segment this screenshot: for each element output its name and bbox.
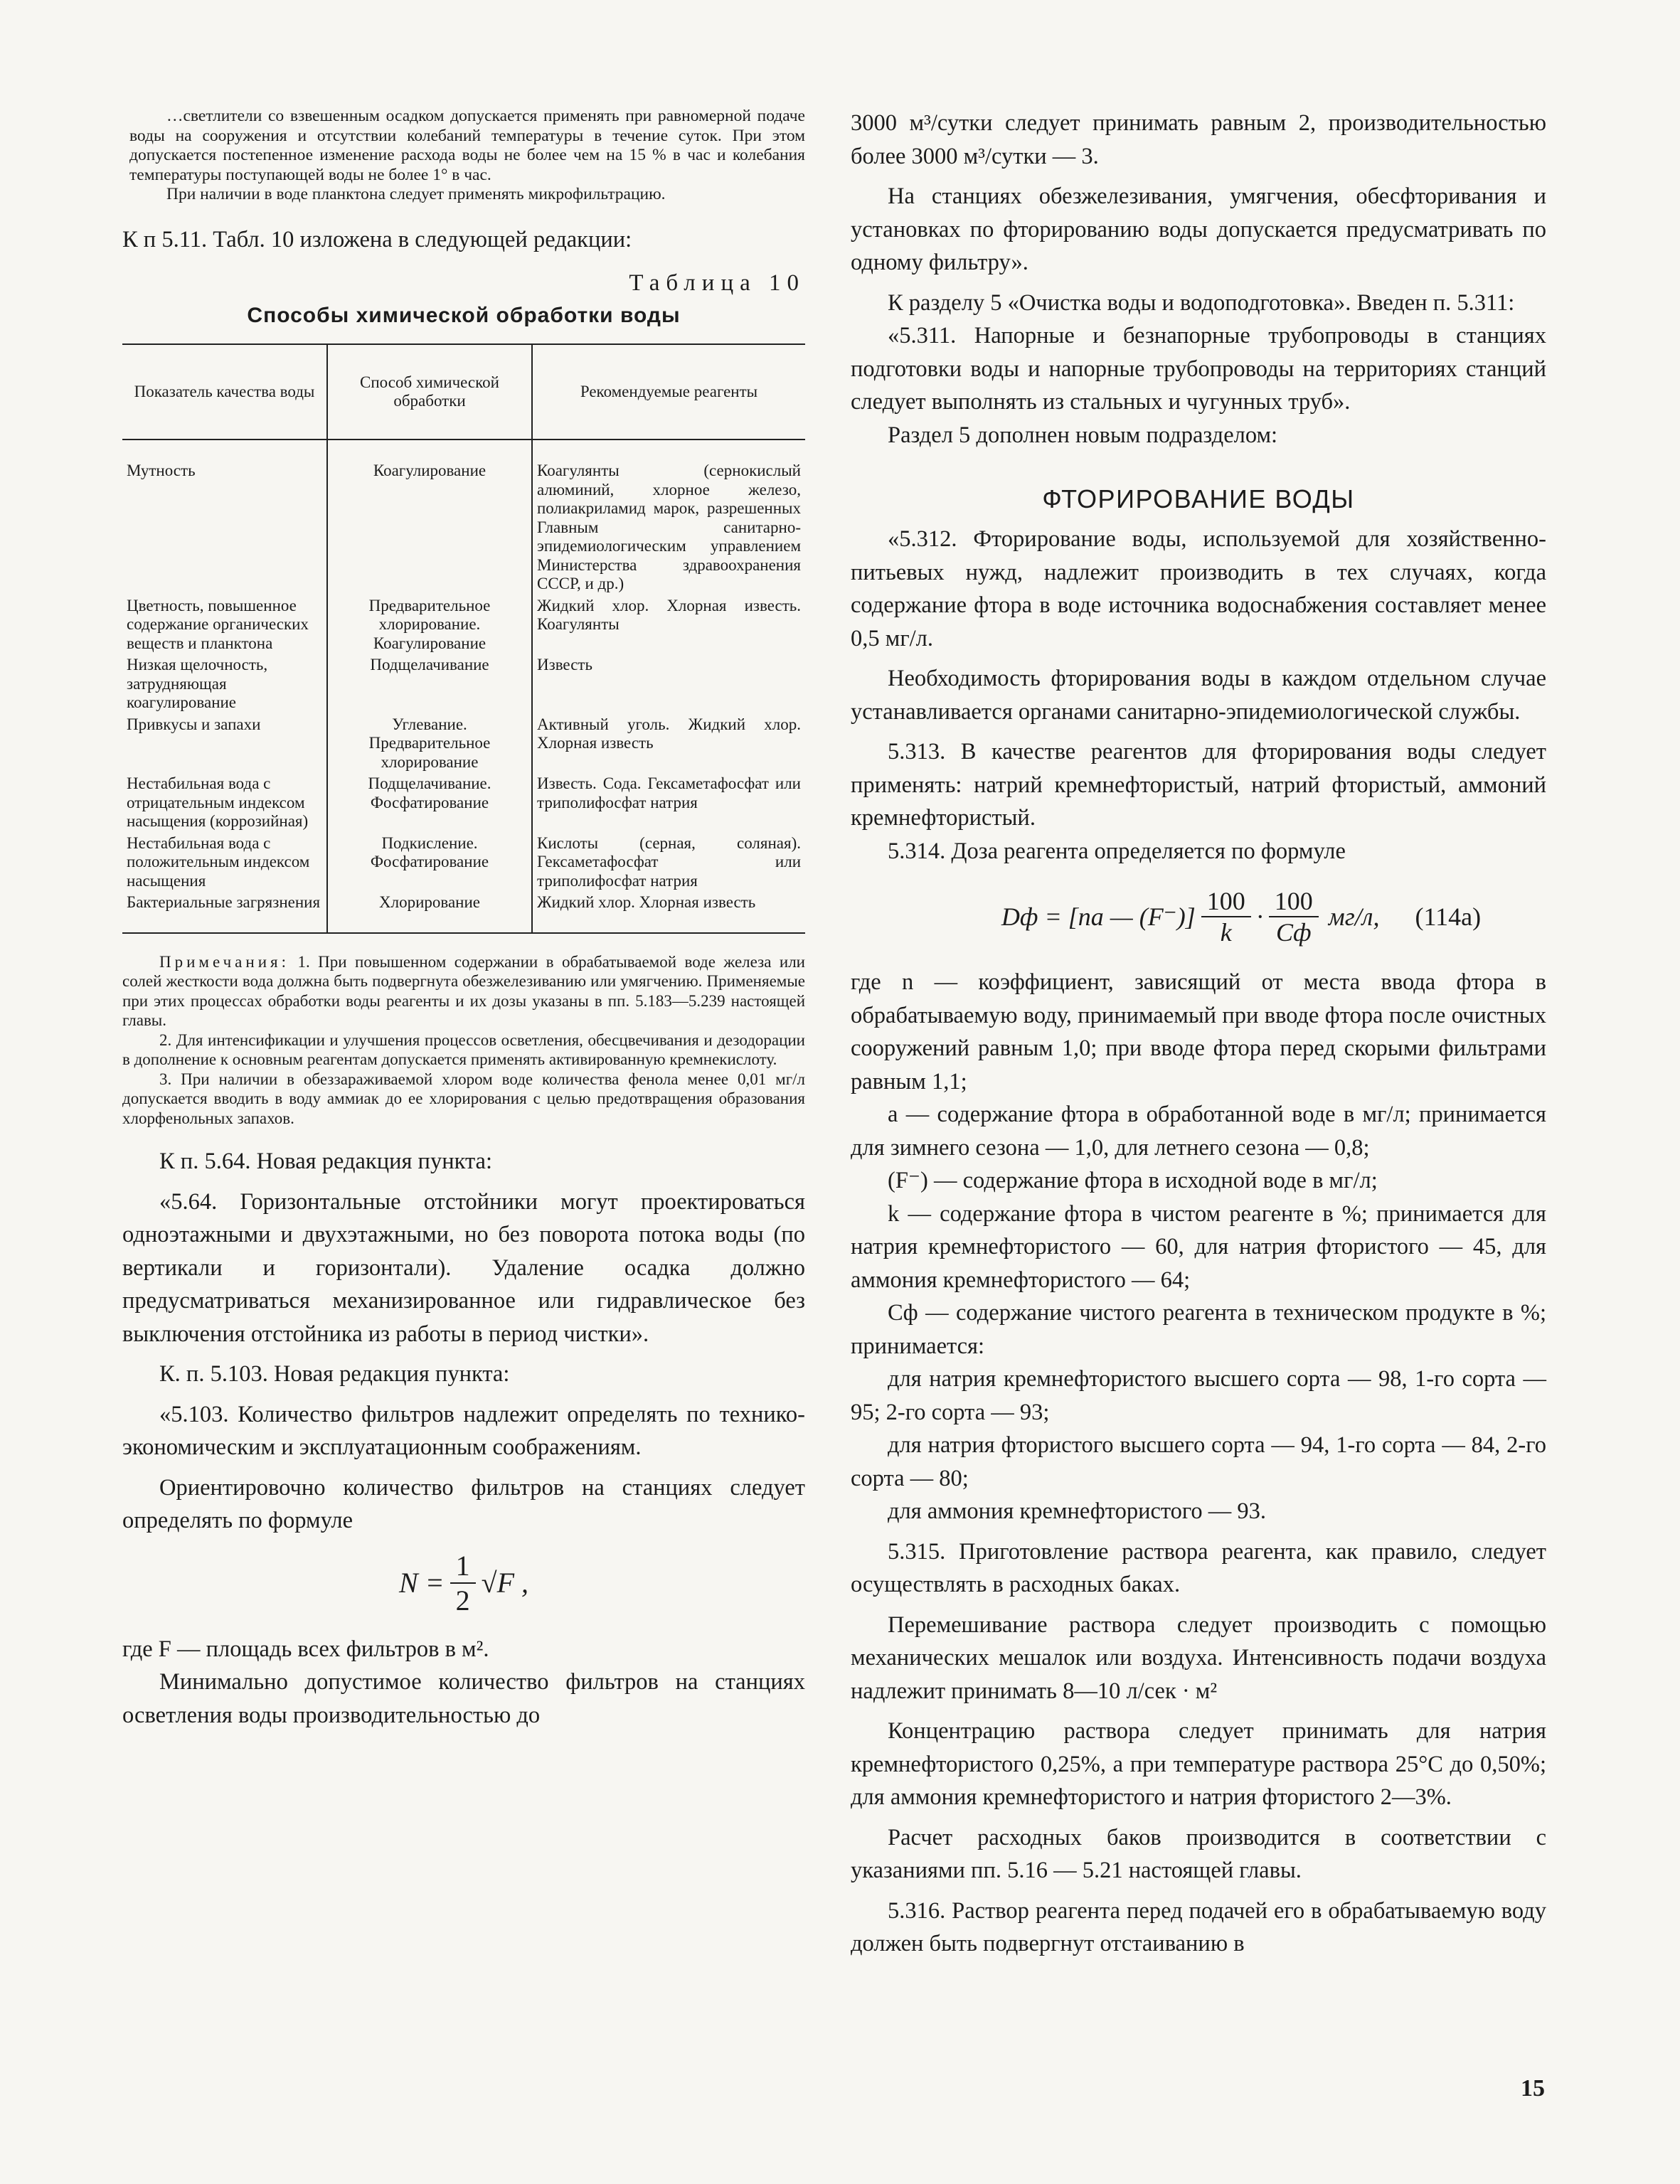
- table-cell: Предварительное хлорирование. Коагулирование: [327, 594, 532, 654]
- dose-fraction-1-num: 100: [1201, 886, 1251, 917]
- p5103-text: «5.103. Количество фильтров надлежит определять по технико-экономическим и эксплуатационным соображениям.: [122, 1401, 805, 1460]
- mixing-paragraph: Перемешивание раствора следует производить с помощью механических мешалок или воздуха. Интенсивность подачи воздуха надлежит принимать 8—10 л/сек · м²: [851, 1612, 1546, 1704]
- intro-paragraph-2: При наличии в воде планктона следует применять микрофильтрацию.: [166, 185, 666, 203]
- table-row: [122, 890, 805, 933]
- note-1: 1. При повышенном содержании в обрабатываемой воде железа или солей жесткости вода должна быть подвергнута обезжелезиванию или умягчению. Применяемые при этих процессах обработки воды реагенты и их дозы указаны в пп. 5.183—5.239 настоящей главы.: [122, 952, 805, 1029]
- table-number: Таблица 10: [629, 270, 805, 296]
- p5103-heading: К. п. 5.103. Новая редакция пункта:: [159, 1361, 510, 1387]
- where-paragraph: где F — площадь всех фильтров в м².: [122, 1636, 489, 1662]
- table-cell: Кислоты (серная, соляная). Гексаметафосфат или триполифосфат натрия: [537, 833, 801, 890]
- table-cell: Цветность, повышенное содержание органических веществ и планктона: [122, 594, 327, 654]
- n-definition: где n — коэффициент, зависящий от места ввода фтора в обрабатываемую воду, принимаемый при вводе фтора после очистных сооружений равным 1,0; при вводе фтора перед скорыми фильтрами равным 1,1;: [851, 969, 1546, 1094]
- orient-paragraph: Ориентировочно количество фильтров на станциях следует определять по формуле: [122, 1474, 805, 1533]
- added-paragraph: Раздел 5 дополнен новым подразделом:: [888, 422, 1278, 448]
- p564-heading: К п. 5.64. Новая редакция пункта:: [159, 1149, 493, 1174]
- table-cell: Подщелачивание. Фосфатирование: [327, 772, 532, 831]
- C-definition: Cф — содержание чистого реагента в техническом продукте в %; принимается:: [851, 1300, 1546, 1359]
- left-column: [122, 107, 805, 1732]
- p5314-paragraph: 5.314. Доза реагента определяется по формуле: [888, 838, 1346, 864]
- table-cell: Жидкий хлор. Хлорная известь. Коагулянты: [537, 596, 801, 633]
- table-row: [122, 594, 805, 654]
- right-column: [851, 107, 1546, 1961]
- necessity-paragraph: Необходимость фторирования воды в каждом отдельном случае устанавливается органами санитарно-эпидемиологической службы.: [851, 666, 1546, 725]
- table-cell: Активный уголь. Жидкий хлор. Хлорная известь: [537, 715, 801, 752]
- table-intro: К п 5.11. Табл. 10 изложена в следующей редакции:: [122, 226, 632, 252]
- dose-fraction-1-den: k: [1220, 918, 1232, 947]
- C-item-2: для натрия фтористого высшего сорта — 94, 1-го сорта — 84, 2-го сорта — 80;: [851, 1432, 1546, 1491]
- chemical-treatment-table: [122, 343, 805, 934]
- formula-denominator: 2: [455, 1584, 470, 1616]
- dose-formula: [851, 886, 1546, 947]
- table-cell: Коагулянты (сернокислый алюминий, хлорное железо, полиакриламид марок, разрешенных Главным санитарно-эпидемиологическим управлением Министерства здравоохранения СССР, и др.): [537, 462, 801, 592]
- p5312-paragraph: «5.312. Фторирование воды, используемой для хозяйственно-питьевых нужд, надлежит производить в тех случаях, когда содержание фтора в воде источника водоснабжения составляет менее 0,5 мг/л.: [851, 526, 1546, 651]
- p564-text: «5.64. Горизонтальные отстойники могут проектироваться одноэтажными и двухэтажными, но без поворота потока воды (по вертикали и горизонтали). Удаление осадка должно предусматриваться механизированное или гидравлическое без выключения отстойника из работы в период чистки».: [122, 1188, 805, 1347]
- table-cell: Подщелачивание: [327, 653, 532, 713]
- dose-fraction-2-num: 100: [1269, 886, 1319, 917]
- dose-dot: ·: [1256, 902, 1263, 931]
- a-definition: a — содержание фтора в обработанной воде в мг/л; принимается для зимнего сезона — 1,0, для летнего сезона — 0,8;: [851, 1102, 1546, 1161]
- notes-label: Примечания:: [159, 952, 289, 971]
- table-cell: Хлорирование: [327, 890, 532, 933]
- table-header-method: Способ химической обработки: [327, 344, 532, 440]
- table-header-reagents: Рекомендуемые реагенты: [532, 344, 805, 440]
- table-row: [122, 653, 805, 713]
- table-cell: Коагулирование: [327, 440, 532, 594]
- filter-count-formula: [122, 1549, 805, 1617]
- table-cell: Мутность: [122, 440, 327, 594]
- dose-fraction-2-den: Cф: [1275, 918, 1312, 947]
- stations-paragraph: На станциях обезжелезивания, умягчения, обесфторивания и установках по фторированию воды допускается предусматривать по одному фильтру».: [851, 183, 1546, 275]
- table-cell: Привкусы и запахи: [122, 713, 327, 772]
- p5315-paragraph: 5.315. Приготовление раствора реагента, как правило, следует осуществлять в расходных баках.: [851, 1538, 1546, 1597]
- table-row: [122, 440, 805, 594]
- section5-paragraph: К разделу 5 «Очистка воды и водоподготовка». Введен п. 5.311:: [888, 289, 1515, 316]
- table-cell: Углевание. Предварительное хлорирование: [327, 713, 532, 772]
- min-paragraph: Минимально допустимое количество фильтров на станциях осветления воды производительностью до: [122, 1669, 805, 1728]
- table-cell: Низкая щелочность, затрудняющая коагулирование: [122, 653, 327, 713]
- table-cell: Жидкий хлор. Хлорная известь: [532, 890, 805, 933]
- table-row: [122, 831, 805, 891]
- C-item-1: для натрия кремнефтористого высшего сорта — 98, 1-го сорта — 95; 2-го сорта — 93;: [851, 1366, 1546, 1425]
- k-definition: k — содержание фтора в чистом реагенте в %; принимается для натрия кремнефтористого — 60, для натрия фтористого — 45, для аммония кремнефтористого — 64;: [851, 1200, 1546, 1293]
- F-definition: (F⁻) — содержание фтора в исходной воде в мг/л;: [888, 1168, 1378, 1193]
- note-2: 2. Для интенсификации и улучшения процессов осветления, обесцвечивания и дезодорации в дополнение к основным реагентам допускается применять активированную кремнекислоту.: [122, 1030, 805, 1068]
- section-title: ФТОРИРОВАНИЕ ВОДЫ: [1042, 484, 1355, 513]
- dose-formula-lhs: Dф = [na — (F⁻)]: [1001, 902, 1196, 931]
- table-cell: Подкисление. Фосфатирование: [327, 831, 532, 891]
- formula-numerator: 1: [450, 1549, 476, 1584]
- C-item-3: для аммония кремнефтористого — 93.: [888, 1498, 1267, 1524]
- table-notes: [122, 952, 805, 1129]
- table-row: [122, 772, 805, 831]
- p5313-paragraph: 5.313. В качестве реагентов для фторирования воды следует применять: натрий кремнефтористый, натрий фтористый, аммоний кремнефтористый.: [851, 739, 1546, 831]
- table-row: [122, 713, 805, 772]
- table-cell: Нестабильная вода с отрицательным индексом насыщения (коррозийная): [122, 772, 327, 831]
- continuation-paragraph: 3000 м³/сутки следует принимать равным 2, производительностью более 3000 м³/сутки — 3.: [851, 110, 1546, 169]
- formula-label: (114а): [1415, 902, 1482, 931]
- dose-units: мг/л,: [1328, 902, 1380, 931]
- calculation-paragraph: Расчет расходных баков производится в соответствии с указаниями пп. 5.16 — 5.21 настоящей главы.: [851, 1824, 1546, 1883]
- table-cell: Известь. Сода. Гексаметафосфат или триполифосфат натрия: [537, 774, 801, 811]
- note-3: 3. При наличии в обеззараживаемой хлором воде количества фенола менее 0,01 мг/л допускается вводить в воду аммиак до ее хлорирования с целью предотвращения образования хлорфенольных запахов.: [122, 1070, 805, 1127]
- p5316-paragraph: 5.316. Раствор реагента перед подачей его в обрабатываемую воду должен быть подвергнут отстаиванию в: [851, 1897, 1546, 1956]
- table-cell: Нестабильная вода с положительным индексом насыщения: [122, 831, 327, 891]
- dose-fraction-1: [1201, 886, 1251, 947]
- concentration-paragraph: Концентрацию раствора следует принимать для натрия кремнефтористого 0,25%, а при температуре раствора 25°С до 0,50%; для аммония кремнефтористого и натрия фтористого 2—3%.: [851, 1718, 1546, 1810]
- p5311-paragraph: «5.311. Напорные и безнапорные трубопроводы в станциях подготовки воды и напорные трубопроводы на территориях станций следует выполнять из стальных и чугунных труб».: [851, 323, 1546, 415]
- formula-lhs: N =: [398, 1567, 445, 1599]
- table-title: Способы химической обработки воды: [247, 304, 681, 327]
- page-number: 15: [1521, 2075, 1545, 2102]
- formula-fraction: [450, 1549, 476, 1617]
- table-cell: Бактериальные загрязнения: [122, 890, 327, 933]
- table-header-indicator: Показатель качества воды: [122, 344, 327, 440]
- table-cell: Известь: [537, 656, 592, 673]
- dose-fraction-2: [1269, 886, 1319, 947]
- intro-paragraph: …светлители со взвешенным осадком допускается применять при равномерной подаче воды на сооружения и отсутствии колебаний температуры в течение суток. При этом допускается постепенное изменение расхода воды не более чем на 15 % в час и колебания температуры поступающей воды не более 1° в час.: [129, 107, 805, 184]
- formula-rhs: √F ,: [481, 1567, 529, 1599]
